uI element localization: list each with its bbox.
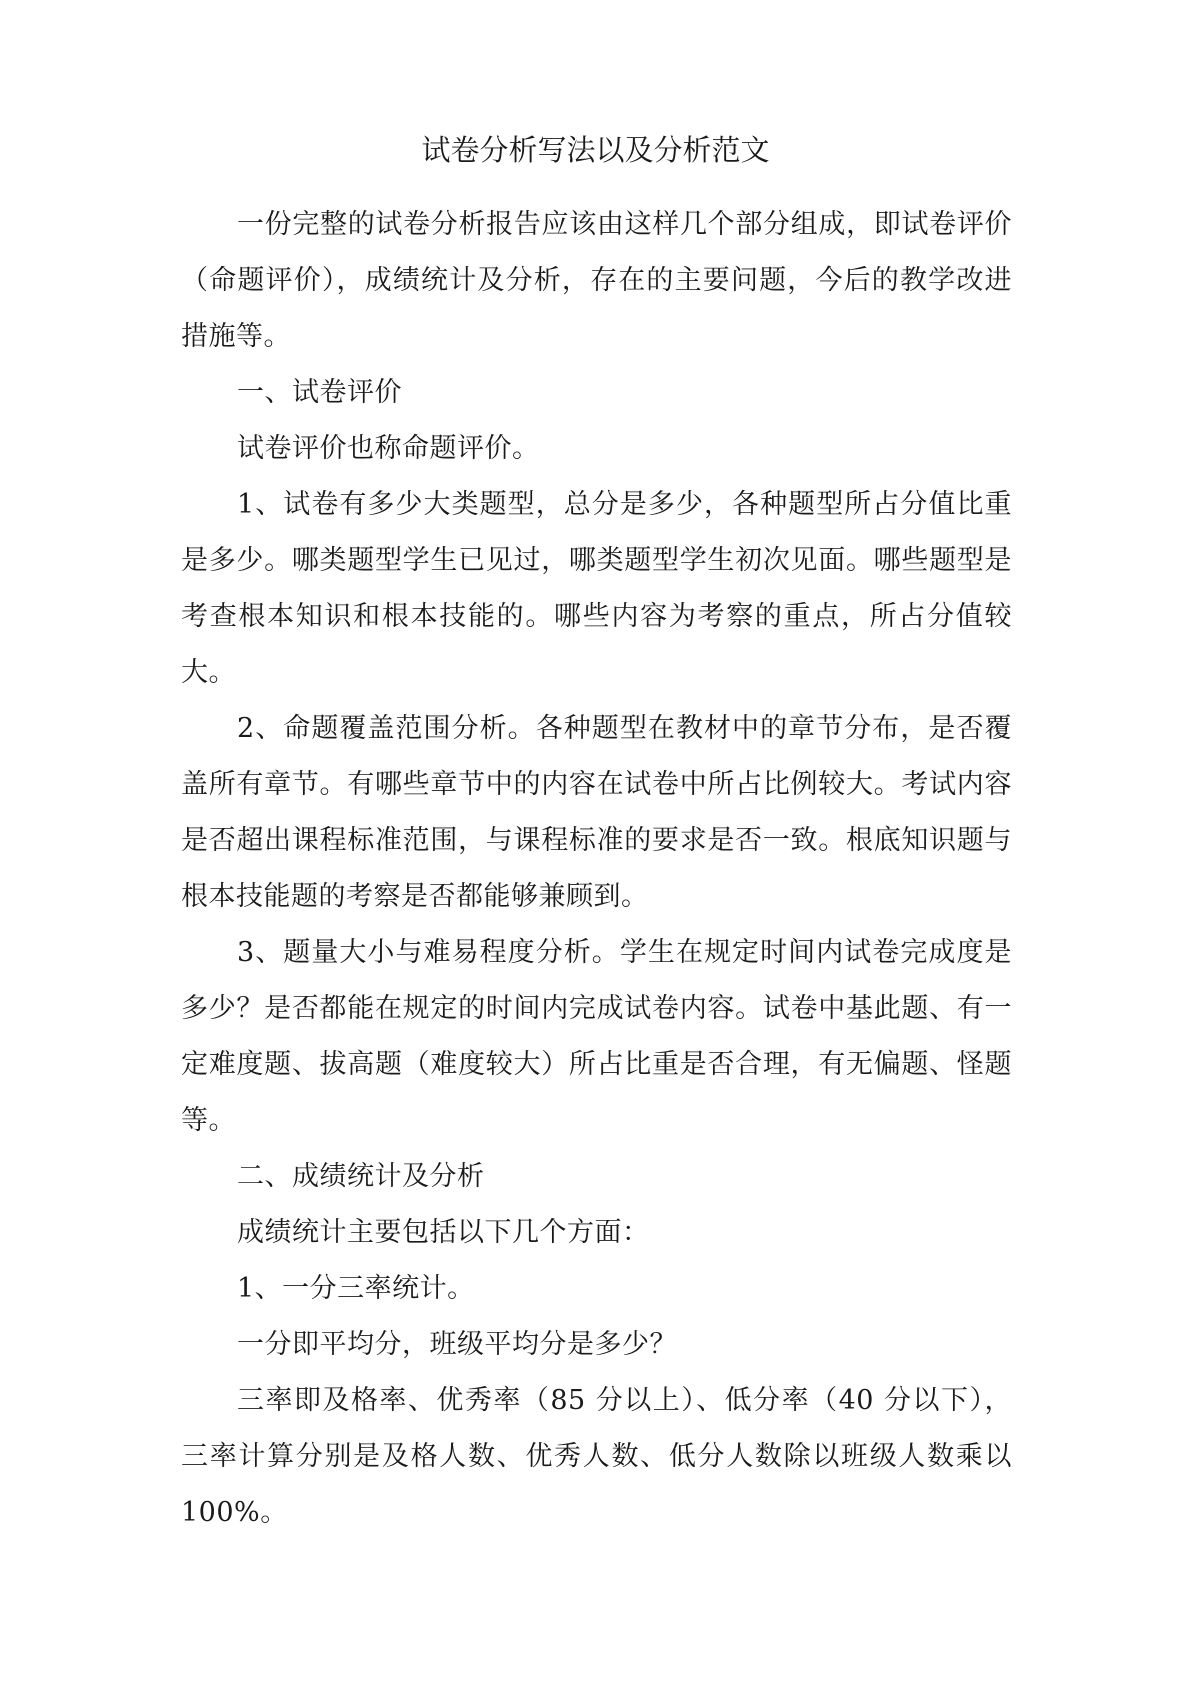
paragraph-item-1-one-score-three-rates: 1、一分三率统计。 [237,1273,475,1304]
document-body [181,197,1012,1541]
paragraph-three-rates: 三率即及格率、优秀率（85 分以上）、低分率（40 分以下），三率计算分别是及格人数、优秀人数、低分人数除以班级人数乘以100%。 [181,1385,1012,1528]
paragraph-score-statistics-intro: 成绩统计主要包括以下几个方面： [237,1217,650,1248]
paragraph-item-2-coverage: 2、命题覆盖范围分析。各种题型在教材中的章节分布，是否覆盖所有章节。有哪些章节中的内容在试卷中所占比例较大。考试内容是否超出课程标准范围，与课程标准的要求是否一致。根底知识题与根本技能题的考察是否都能够兼顾到。 [181,713,1012,912]
paragraph-paper-evaluation-definition: 试卷评价也称命题评价。 [237,433,540,464]
section-heading-score-statistics: 二、成绩统计及分析 [237,1161,485,1192]
paragraph-item-1-question-types: 1、试卷有多少大类题型，总分是多少，各种题型所占分值比重是多少。哪类题型学生已见过，哪类题型学生初次见面。哪些题型是考查根本知识和根本技能的。哪些内容为考察的重点，所占分值较大。 [181,489,1012,688]
intro-paragraph: 一份完整的试卷分析报告应该由这样几个部分组成，即试卷评价（命题评价），成绩统计及分析，存在的主要问题，今后的教学改进措施等。 [181,209,1012,352]
section-heading-paper-evaluation: 一、试卷评价 [237,377,402,408]
paragraph-item-3-difficulty: 3、题量大小与难易程度分析。学生在规定时间内试卷完成度是多少？是否都能在规定的时间内完成试卷内容。试卷中基此题、有一定难度题、拔高题（难度较大）所占比重是否合理，有无偏题、怪题等。 [181,937,1012,1136]
document-title: 试卷分析写法以及分析范文 [421,133,770,167]
paragraph-average-score: 一分即平均分，班级平均分是多少？ [237,1329,677,1360]
